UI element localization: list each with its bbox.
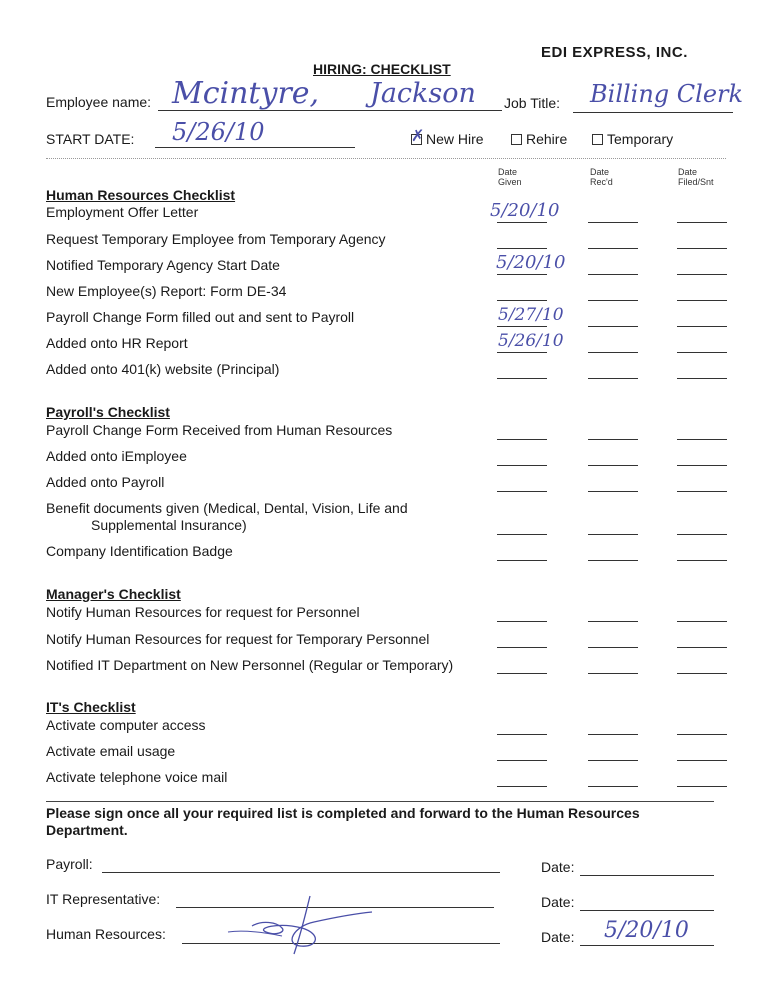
payroll-item-payroll: Added onto Payroll [46, 474, 165, 490]
manager-0-filed[interactable] [677, 621, 727, 622]
hr-item-request-temp: Request Temporary Employee from Temporary Agency [46, 231, 386, 247]
manager-0-given[interactable] [497, 621, 547, 622]
payroll-item-badge: Company Identification Badge [46, 543, 233, 559]
col-date-given: Date Given [498, 167, 522, 187]
hr-signature-icon [222, 892, 382, 958]
payroll-item-benefits: Benefit documents given (Medical, Dental, Vision, Life and [46, 500, 408, 516]
payroll-2-recd[interactable] [588, 491, 638, 492]
it-0-filed[interactable] [677, 734, 727, 735]
start-date-value[interactable]: 5/26/10 [172, 118, 265, 146]
hr-5-given-value: 5/26/10 [498, 331, 564, 351]
hr-0-given[interactable] [497, 222, 547, 223]
option-rehire[interactable] [511, 131, 567, 147]
payroll-3-given[interactable] [497, 534, 547, 535]
hr-1-filed[interactable] [677, 248, 727, 249]
hr-item-de34: New Employee(s) Report: Form DE-34 [46, 283, 287, 299]
payroll-4-recd[interactable] [588, 560, 638, 561]
rehire-label: Rehire [526, 131, 568, 147]
it-item-computer: Activate computer access [46, 717, 206, 733]
payroll-date-label: Date: [541, 859, 575, 875]
hr-4-filed[interactable] [677, 326, 727, 327]
manager-item-temp-personnel: Notify Human Resources for request for Temporary Personnel [46, 631, 430, 647]
payroll-3-recd[interactable] [588, 534, 638, 535]
it-2-given[interactable] [497, 786, 547, 787]
hr-5-given[interactable] [497, 352, 547, 353]
hr-3-filed[interactable] [677, 300, 727, 301]
employee-name-label: Employee name: [46, 94, 152, 110]
hr-4-recd[interactable] [588, 326, 638, 327]
payroll-checklist-heading: Payroll's Checklist [46, 404, 170, 420]
payroll-1-recd[interactable] [588, 465, 638, 466]
hr-2-filed[interactable] [677, 274, 727, 275]
hr-3-recd[interactable] [588, 300, 638, 301]
hr-item-401k: Added onto 401(k) website (Principal) [46, 361, 280, 377]
hr-6-given[interactable] [497, 378, 547, 379]
option-new-hire[interactable] [411, 126, 484, 147]
payroll-signature-line[interactable] [102, 872, 500, 873]
col-date-filed: Date Filed/Snt [678, 167, 714, 187]
it-item-email: Activate email usage [46, 743, 176, 759]
payroll-0-recd[interactable] [588, 439, 638, 440]
hr-item-hr-report: Added onto HR Report [46, 335, 188, 351]
form-title: HIRING: CHECKLIST [313, 61, 451, 77]
it-rep-sign-label: IT Representative: [46, 891, 161, 907]
payroll-1-filed[interactable] [677, 465, 727, 466]
manager-2-recd[interactable] [588, 673, 638, 674]
start-date-label: START DATE: [46, 131, 135, 147]
payroll-1-given[interactable] [497, 465, 547, 466]
employee-last-name[interactable]: Mcintyre, [172, 76, 320, 111]
header-divider [46, 158, 726, 159]
start-date-line [155, 147, 355, 148]
hr-2-given[interactable] [497, 274, 547, 275]
manager-0-recd[interactable] [588, 621, 638, 622]
hr-0-recd[interactable] [588, 222, 638, 223]
hr-checklist-heading: Human Resources Checklist [46, 187, 236, 203]
payroll-item-benefits-cont: Supplemental Insurance) [91, 517, 247, 533]
it-item-voicemail: Activate telephone voice mail [46, 769, 228, 785]
payroll-3-filed[interactable] [677, 534, 727, 535]
hr-0-filed[interactable] [677, 222, 727, 223]
hr-date-label: Date: [541, 929, 575, 945]
hr-item-payroll-change: Payroll Change Form filled out and sent to Payroll [46, 309, 355, 325]
manager-1-filed[interactable] [677, 647, 727, 648]
it-1-filed[interactable] [677, 760, 727, 761]
payroll-sign-label: Payroll: [46, 856, 93, 872]
payroll-date-line[interactable] [580, 875, 714, 876]
hr-5-recd[interactable] [588, 352, 638, 353]
hr-date-line[interactable] [580, 945, 714, 946]
footer-divider [46, 801, 714, 802]
manager-checklist-heading: Manager's Checklist [46, 586, 181, 602]
manager-2-filed[interactable] [677, 673, 727, 674]
hr-6-recd[interactable] [588, 378, 638, 379]
hr-5-filed[interactable] [677, 352, 727, 353]
job-title-line [573, 112, 733, 113]
rehire-checkbox[interactable] [511, 134, 522, 145]
payroll-item-iemployee: Added onto iEmployee [46, 448, 187, 464]
hr-item-notified-agency: Notified Temporary Agency Start Date [46, 257, 280, 273]
hr-sign-label: Human Resources: [46, 926, 166, 942]
hr-2-recd[interactable] [588, 274, 638, 275]
instruction-line-1: Please sign once all your required list is completed and forward to the Human Resources [46, 805, 640, 821]
it-rep-date-label: Date: [541, 894, 575, 910]
manager-item-notified-it: Notified IT Department on New Personnel (Regular or Temporary) [46, 657, 454, 673]
hr-2-given-value: 5/20/10 [496, 252, 566, 273]
hr-1-recd[interactable] [588, 248, 638, 249]
manager-1-given[interactable] [497, 647, 547, 648]
payroll-0-filed[interactable] [677, 439, 727, 440]
manager-2-given[interactable] [497, 673, 547, 674]
hr-3-given[interactable] [497, 300, 547, 301]
it-1-given[interactable] [497, 760, 547, 761]
payroll-2-filed[interactable] [677, 491, 727, 492]
payroll-4-given[interactable] [497, 560, 547, 561]
hr-1-given[interactable] [497, 248, 547, 249]
job-title-value[interactable]: Billing Clerk [590, 80, 744, 108]
col-date-recd: Date Rec'd [590, 167, 613, 187]
it-2-filed[interactable] [677, 786, 727, 787]
hr-0-given-value: 5/20/10 [490, 200, 560, 221]
hr-date-value[interactable]: 5/20/10 [604, 918, 689, 943]
hr-4-given-value: 5/27/10 [498, 305, 564, 325]
hr-6-filed[interactable] [677, 378, 727, 379]
payroll-0-given[interactable] [497, 439, 547, 440]
temporary-label: Temporary [607, 131, 674, 147]
instruction-line-2: Department. [46, 822, 128, 838]
it-2-recd[interactable] [588, 786, 638, 787]
company-name: EDI EXPRESS, INC. [541, 44, 688, 61]
hr-4-given[interactable] [497, 326, 547, 327]
it-rep-date-line[interactable] [580, 910, 714, 911]
new-hire-checkbox[interactable]: ✗ [411, 126, 425, 145]
payroll-item-change-form: Payroll Change Form Received from Human Resources [46, 422, 393, 438]
payroll-2-given[interactable] [497, 491, 547, 492]
job-title-label: Job Title: [504, 95, 561, 111]
manager-1-recd[interactable] [588, 647, 638, 648]
new-hire-label: New Hire [426, 131, 484, 147]
temporary-checkbox[interactable] [592, 134, 603, 145]
payroll-4-filed[interactable] [677, 560, 727, 561]
it-checklist-heading: IT's Checklist [46, 699, 136, 715]
it-0-recd[interactable] [588, 734, 638, 735]
it-1-recd[interactable] [588, 760, 638, 761]
it-0-given[interactable] [497, 734, 547, 735]
option-temporary[interactable] [592, 131, 673, 147]
employee-first-name[interactable]: Jackson [370, 78, 476, 109]
hr-item-offer-letter: Employment Offer Letter [46, 204, 199, 220]
manager-item-personnel: Notify Human Resources for request for Personnel [46, 604, 360, 620]
